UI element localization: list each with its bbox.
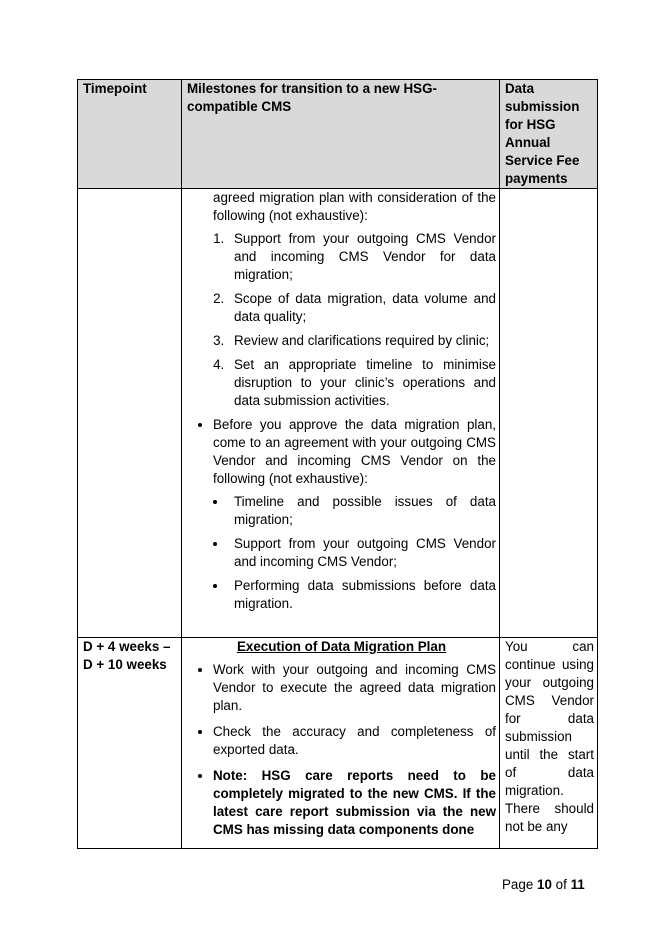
data-submission-cell [500, 638, 598, 849]
section-title: Execution of Data Migration Plan [236, 639, 447, 654]
bullet-text: Before you approve the data migration plan, come to an agreement with your outgoing CMS Vendor and incoming CMS Vendor on the following (not exhaustive): [213, 417, 496, 486]
considerations-list [187, 230, 496, 410]
milestones-cell [182, 189, 500, 638]
timepoint-cell: D + 4 weeks – D + 10 weeks [78, 638, 182, 849]
timepoint-cell [78, 189, 182, 638]
bullet-list [187, 416, 496, 613]
submission-text: You can continue using your outgoing CMS Vendor for data submission until the start of data migration. There should not be any [505, 639, 594, 834]
page-current: 10 [537, 877, 552, 892]
list-item: • Support from your outgoing CMS Vendor and incoming CMS Vendor; [228, 535, 496, 571]
page-footer [502, 877, 585, 892]
cms-transition-table [77, 79, 598, 849]
header-timepoint: Timepoint [78, 80, 182, 189]
list-item: • Timeline and possible issues of data migration; [228, 493, 496, 529]
list-item: 4. Set an appropriate timeline to minimise disruption to your clinic’s operations and data submission activities. [228, 356, 496, 410]
header-data-submission: Data submission for HSG Annual Service Fee payments [500, 80, 598, 189]
list-item: • Performing data submissions before data migration. [228, 577, 496, 613]
data-submission-cell [500, 189, 598, 638]
list-item: • Work with your outgoing and incoming CMS Vendor to execute the agreed data migration plan. [213, 661, 496, 715]
continued-text: agreed migration plan with consideration of the following (not exhaustive): [213, 190, 496, 223]
list-item: 1. Support from your outgoing CMS Vendor and incoming CMS Vendor for data migration; [228, 230, 496, 284]
of-label: of [555, 877, 567, 892]
list-item: 3. Review and clarifications required by clinic; [228, 332, 496, 350]
list-item: • Note: HSG care reports need to be completely migrated to the new CMS. If the latest care report submission via the new CMS has missing data components done [213, 767, 496, 839]
list-item: 2. Scope of data migration, data volume and data quality; [228, 290, 496, 326]
page-label: Page [502, 877, 534, 892]
page-total: 11 [570, 877, 585, 892]
list-item [213, 416, 496, 613]
milestones-cell [182, 638, 500, 849]
header-milestones: Milestones for transition to a new HSG-compatible CMS [182, 80, 500, 189]
table-row [78, 638, 598, 849]
table-header-row [78, 80, 598, 189]
agreement-list [213, 493, 496, 613]
table-row [78, 189, 598, 638]
list-item: • Check the accuracy and completeness of exported data. [213, 723, 496, 759]
bullet-list [187, 661, 496, 839]
